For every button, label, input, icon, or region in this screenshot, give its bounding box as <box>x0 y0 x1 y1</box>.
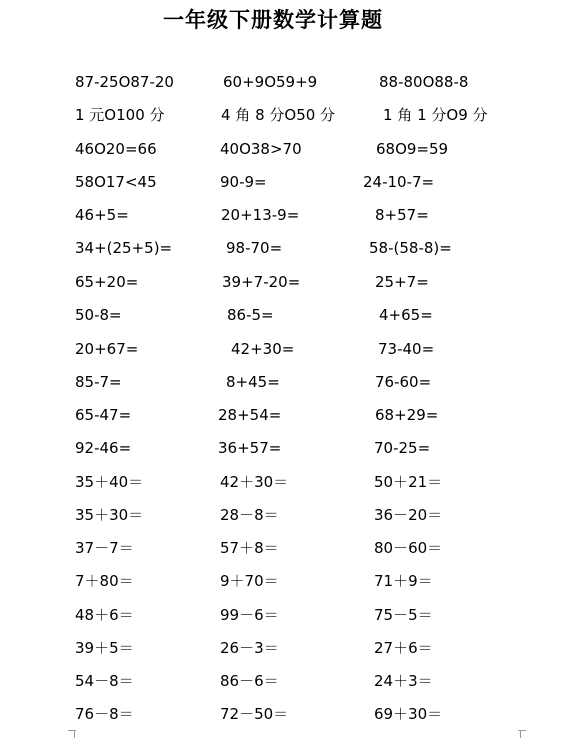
math-problem: 20+67= <box>75 340 139 358</box>
math-problem: 24-10-7= <box>363 173 435 191</box>
math-problem: 65+20= <box>75 273 139 291</box>
math-problem: 48＋6＝ <box>75 606 134 624</box>
problem-row <box>0 438 582 468</box>
math-problem: 25+7= <box>375 273 429 291</box>
math-problem: 75－5＝ <box>374 606 433 624</box>
math-problem: 85-7= <box>75 373 122 391</box>
math-problem: 69＋30＝ <box>374 705 443 723</box>
math-problem: 37－7＝ <box>75 539 134 557</box>
math-problem: 86－6＝ <box>220 672 279 690</box>
math-problem: 58-(58-8)= <box>369 239 452 257</box>
math-problem: 76－8＝ <box>75 705 134 723</box>
math-problem: 24＋3＝ <box>374 672 433 690</box>
math-problem: 34+(25+5)= <box>75 239 173 257</box>
problem-row <box>0 105 582 135</box>
math-problem: 98-70= <box>226 239 283 257</box>
math-problem: 68O9=59 <box>376 140 449 158</box>
math-problem: 99－6＝ <box>220 606 279 624</box>
math-problem: 4+65= <box>379 306 433 324</box>
problem-row <box>0 372 582 402</box>
math-problem: 42+30= <box>231 340 295 358</box>
math-problem: 28+54= <box>218 406 282 424</box>
math-problem: 42＋30＝ <box>220 473 289 491</box>
math-problem: 50-8= <box>75 306 122 324</box>
math-problem: 57＋8＝ <box>220 539 279 557</box>
page-title: 一年级下册数学计算题 <box>163 8 383 32</box>
math-problem: 8+57= <box>375 206 429 224</box>
math-problem: 65-47= <box>75 406 132 424</box>
problem-row <box>0 704 582 734</box>
math-problem: 35＋30＝ <box>75 506 144 524</box>
math-problem: 73-40= <box>378 340 435 358</box>
problem-row <box>0 472 582 502</box>
problem-row <box>0 272 582 302</box>
math-problem: 9＋70＝ <box>220 572 279 590</box>
problem-row <box>0 538 582 568</box>
math-problem: 60+9O59+9 <box>223 73 318 91</box>
math-problem: 76-60= <box>375 373 432 391</box>
math-problem: 86-5= <box>227 306 274 324</box>
math-problem: 36+57= <box>218 439 282 457</box>
problem-row <box>0 405 582 435</box>
math-problem: 7＋80＝ <box>75 572 134 590</box>
math-problem: 39＋5＝ <box>75 639 134 657</box>
problem-row <box>0 605 582 635</box>
math-problem: 50＋21＝ <box>374 473 443 491</box>
problem-row <box>0 638 582 668</box>
problem-row <box>0 172 582 202</box>
problem-row <box>0 339 582 369</box>
math-problem: 71＋9＝ <box>374 572 433 590</box>
problem-row <box>0 505 582 535</box>
math-problem: 40O38>70 <box>220 140 302 158</box>
problem-row <box>0 72 582 102</box>
math-problem: 58O17<45 <box>75 173 157 191</box>
math-problem: 8+45= <box>226 373 280 391</box>
problem-row <box>0 571 582 601</box>
math-problem: 68+29= <box>375 406 439 424</box>
math-problem: 72－50＝ <box>220 705 289 723</box>
math-problem: 46O20=66 <box>75 140 157 158</box>
math-problem: 87-25O87-20 <box>75 73 174 91</box>
math-problem: 26－3＝ <box>220 639 279 657</box>
math-problem: 1 元O100 分 <box>75 106 165 124</box>
math-problem: 88-80O88-8 <box>379 73 469 91</box>
math-problem: 39+7-20= <box>222 273 301 291</box>
problem-row <box>0 238 582 268</box>
math-problem: 80－60＝ <box>374 539 443 557</box>
math-problem: 90-9= <box>220 173 267 191</box>
math-problem: 70-25= <box>374 439 431 457</box>
math-problem: 46+5= <box>75 206 129 224</box>
math-problem: 28－8＝ <box>220 506 279 524</box>
math-problem: 54－8＝ <box>75 672 134 690</box>
math-problem: 1 角 1 分O9 分 <box>383 106 488 124</box>
math-problem: 27＋6＝ <box>374 639 433 657</box>
problem-row <box>0 139 582 169</box>
problem-row <box>0 205 582 235</box>
math-problem: 4 角 8 分O50 分 <box>221 106 336 124</box>
math-problem: 20+13-9= <box>221 206 300 224</box>
problem-row <box>0 671 582 701</box>
math-problem: 92-46= <box>75 439 132 457</box>
math-problem: 35＋40＝ <box>75 473 144 491</box>
page-corner-mark-right-vertical <box>520 730 531 738</box>
math-problem: 36－20＝ <box>374 506 443 524</box>
problem-row <box>0 305 582 335</box>
page-corner-mark-left-vertical <box>74 730 85 738</box>
